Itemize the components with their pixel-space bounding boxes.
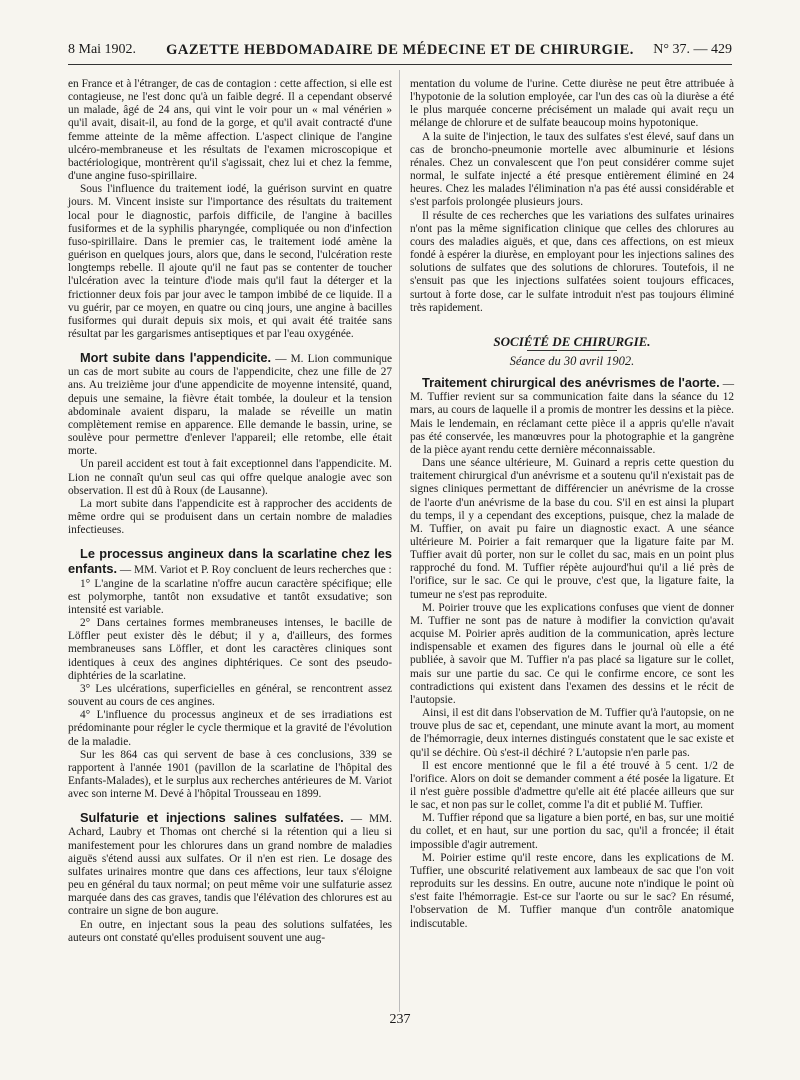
article-sulfaturie	[68, 811, 392, 918]
paragraph: — MM. Achard, Laubry et Thomas ont cherché si la rétention qui a lieu si manifestement pour les chlorures dans un grand nombre de maladies aiguës s'étend aussi aux sulfates. Or il n'en est rien. Le dosage des sulfates urinaires montre que dans ces affections, leur taux s'éloigne peu en général du taux normal; on peut même voir une sulfaturie assez marquée dans des cas graves, tandis que l'élévation des chlorures est au contraire un signe de bon augure.	[68, 813, 393, 918]
article-heading: Le processus angineux dans la scarlatine chez les enfants.	[68, 546, 392, 577]
paragraph: mentation du volume de l'urine. Cette diurèse ne peut être attribuée à l'hypotonie de la solution employée, car l'un des cas où la diurèse a été le plus marquée concerne précisément un malade qui avait reçu un mélange de chlorure et de sulfate beaucoup moins hypotonique.	[410, 78, 734, 130]
article-mort-subite	[68, 351, 392, 458]
paragraph: Sur les 864 cas qui servent de base à ces conclusions, 339 se rapportent à l'année 1901 (pavillon de la scarlatine de l'hôpital des Enfants-Malades), et le surplus aux recherches antérieures de M. Variot avec son interne M. Devé à l'hôpital Trousseau en 1899.	[68, 748, 392, 801]
article-heading: Sulfaturie et injections salines sulfatées.	[80, 810, 344, 826]
paragraph: M. Tuffier répond que sa ligature a bien porté, en bas, sur une moitié du collet, et en haut, sur une portion du sac, qu'il a froncée; il était impossible d'agir autrement.	[410, 812, 734, 851]
paragraph: La mort subite dans l'appendicite est à rapprocher des accidents de même ordre qui se produisent dans un certain nombre de maladies infectieuses.	[68, 497, 392, 537]
paragraph: en France et à l'étranger, de cas de contagion : cette affection, si elle est contagieuse, ne l'est donc qu'à un faible degré. Il a cependant observé un malade, âgé de 24 ans, qui vint le voir pour un « mal vénérien » qu'il avait, disait-il, au fond de la gorge, et qu'il avait contracté d'une femme atteinte de la même affection. L'aspect clinique de l'angine ulcéro-membraneuse et les résultats de l'examen microscopique et bactériologique, montrèrent qu'il s'agissait, chez lui et chez la femme, d'une angine fuso-spirillaire.	[68, 78, 392, 183]
paragraph: Il résulte de ces recherches que les variations des sulfates urinaires n'ont pas la même signification clinique que celles des chlorures au cours des maladies aiguës, et que, dans ces affections, on est mieux fondé à espérer la diurèse, en employant pour les injections salines des solutions de sulfates que des solutions de chlorures. Toutefois, il ne s'ensuit pas que les injections sulfatées soient toujours efficaces, surtout à forte dose, car le sulfate introduit n'est pas toujours éliminé très rapidement.	[410, 209, 734, 314]
article-anevrismes	[410, 376, 734, 457]
paragraph: Dans une séance ultérieure, M. Guinard a repris cette question du traitement chirurgical d'un anévrisme et a soutenu qu'il n'existait pas de signes cliniques permettant de différencier un anévrisme de la crosse de l'aorte d'un anévrisme de la base du cou. S'il en est ainsi la plupart du temps, il y a cependant des exceptions, puisque, chez la malade de M. Tuffier, on avait pu faire un diagnostic exact. A une séance ultérieure M. Poirier a fait remarquer que la ligature faite par M. Tuffier avait dû porter, non sur le collet du sac, mais en un point plus rapproché du fond. M. Tuffier répète aujourd'hui qu'il a lié près de l'orifice, sur le sac. Ce qui le prouve, c'est que, la ligature faite, la tumeur ne s'est pas reproduite.	[410, 457, 734, 601]
article-processus-angineux	[68, 547, 392, 577]
paragraph: — M. Tuffier revient sur sa communication faite dans la séance du 12 mars, au cours de laquelle il a promis de montrer les dessins et la pièce. Mais le lendemain, en réclamant cette pièce il a appris qu'elle n'avait pas été conservée, les manœuvres pour la photographie et la gangrène de la pièce ayant rendu cette dernière méconnaissable.	[410, 378, 734, 456]
list-item: 2° Dans certaines formes membraneuses intenses, le bacille de Löffler peut exister dès le début; il y a, d'ailleurs, des formes membraneuses sans Löffler, et dont les caractères cliniques sont identiques à ceux des angines diphtériques. Ce sont des pseudo-diphtéries de la scarlatine.	[68, 617, 392, 682]
header-title: GAZETTE HEBDOMADAIRE DE MÉDECINE ET DE CHIRURGIE.	[166, 42, 634, 58]
paragraph: Ainsi, il est dit dans l'observation de M. Tuffier qu'à l'autopsie, on ne trouve plus de sac et, cependant, une minute avant la mort, au moment de l'hémorragie, deux internes distingués constatent que le sac existe et qu'il se déchire. Où s'est-il déchiré ? L'autopsie n'en parle pas.	[410, 707, 734, 759]
paragraph: M. Poirier estime qu'il reste encore, dans les explications de M. Tuffier, une obscurité relativement aux lambeaux de sac que l'on voit reproduits sur les dessins. En outre, aucune note n'indique le point où s'est faite l'hémorragie. Est-ce sur l'aorte ou sur le sac? En résumé, l'observation de M. Tuffier manque d'un contrôle anatomique indiscutable.	[410, 851, 734, 930]
left-column	[68, 78, 392, 945]
paragraph: Sous l'influence du traitement iodé, la guérison survint en quatre jours. M. Vincent insiste sur l'importance des résultats du traitement local pour le diagnostic, parfois difficile, de l'angine à bacilles fusiformes et de la syphilis pharyngée, compliquée ou non d'infection fuso-spirillaire. Dans le premier cas, le traitement iodé amène la guérison en quelques jours, alors que, dans le second, l'ulcération reste longtemps rebelle. Il ajoute qu'il ne faut pas se contenter de toucher l'ulcération avec la teinture d'iode mais qu'il faut la déterger et la frictionner deux fois par jour avec le tampon imbibé de ce liquide. Il a vu guérir, par ce moyen, en quatre ou cinq jours, une angine à bacilles fusiformes qui durait depuis six mois, et qui avait été traitée sans résultat par les gargarismes antiseptiques et par l'eau oxygénée.	[68, 183, 392, 340]
paragraph: — MM. Variot et P. Roy concluent de leurs recherches que :	[119, 564, 392, 577]
section-rule	[527, 350, 617, 351]
paragraph: Il est encore mentionné que le fil a été trouvé à 5 cent. 1/2 de l'orifice. Alors on doit se demander comment a été posée la ligature. Et il n'est guère possible d'admettre qu'elle ait été placée ailleurs que sur le sac, et non pas sur le collet, comme l'a dit et publié M. Tuffier.	[410, 759, 734, 812]
page-number: 237	[389, 1012, 411, 1027]
paragraph: — M. Lion communique un cas de mort subite au cours de l'appendicite, chez une fille de 27 ans. Au treizième jour d'une appendicite de moyenne intensité, quand, depuis une semaine, la fièvre était tombée, la douleur et la tension abdominale avaient disparu, la malade se réveille un matin complètement remise en apparence. Elle demande le bassin, urine, se soulève pour permettre d'enlever l'appareil; elle retombe, elle était morte.	[68, 353, 393, 458]
header-issue: N° 37. — 429	[653, 42, 732, 57]
paragraph: Un pareil accident est tout à fait exceptionnel dans l'appendicite. M. Lion ne connaît qu'un seul cas qui offre quelque analogie avec son observation. Il est dû à Roux (de Lausanne).	[68, 458, 392, 497]
right-column	[410, 78, 734, 931]
header-date: 8 Mai 1902.	[68, 42, 137, 57]
list-item: 3° Les ulcérations, superficielles en général, se rencontrent assez souvent au cours de ces angines.	[68, 682, 392, 709]
paragraph: A la suite de l'injection, le taux des sulfates s'est élevé, sauf dans un cas de broncho-pneumonie mortelle avec albuminurie et lésions rénales. Chez un convalescent que l'on peut considérer comme sujet normal, le sulfate injecté a été presque entièrement éliminé en 24 heures. Chez les malades l'élimination n'a pas été aussi considérable et s'est parfois prolongée plusieurs jours.	[410, 130, 734, 209]
section-title: SOCIÉTÉ DE CHIRURGIE.	[493, 333, 651, 349]
paragraph: En outre, en injectant sous la peau des solutions sulfatées, les auteurs ont constaté qu'elles produisent souvent une aug-	[68, 918, 392, 944]
page-header	[68, 42, 732, 65]
column-divider	[399, 70, 400, 1012]
article-heading: Traitement chirurgical des anévrismes de l'aorte.	[422, 375, 720, 391]
list-item: 1° L'angine de la scarlatine n'offre aucun caractère spécifique; elle est polymorphe, tantôt non exsudative et tantôt exsudative; son intensité est variable.	[68, 577, 392, 616]
session-date: Séance du 30 avril 1902.	[509, 353, 635, 368]
article-heading: Mort subite dans l'appendicite.	[80, 350, 272, 366]
paragraph: M. Poirier trouve que les explications confuses que vient de donner M. Tuffier ne sont pas de nature à modifier la conviction qu'avait acquise M. Poirier après audition de la communication, après lecture indispensable et examen des figures dans le journal où elle a été publiée, à savoir que M. Tuffier n'a pas placé sa ligature sur le collet, mais sur une partie du sac. Ce qui le confirme encore, ce sont les contradictions qui existent dans l'examen des dessins et le récit de l'autopsie.	[410, 601, 734, 706]
list-item: 4° L'influence du processus angineux et de ses irradiations est prédominante pour régler le cycle thermique et la gravité de l'évolution de la maladie.	[68, 709, 392, 748]
